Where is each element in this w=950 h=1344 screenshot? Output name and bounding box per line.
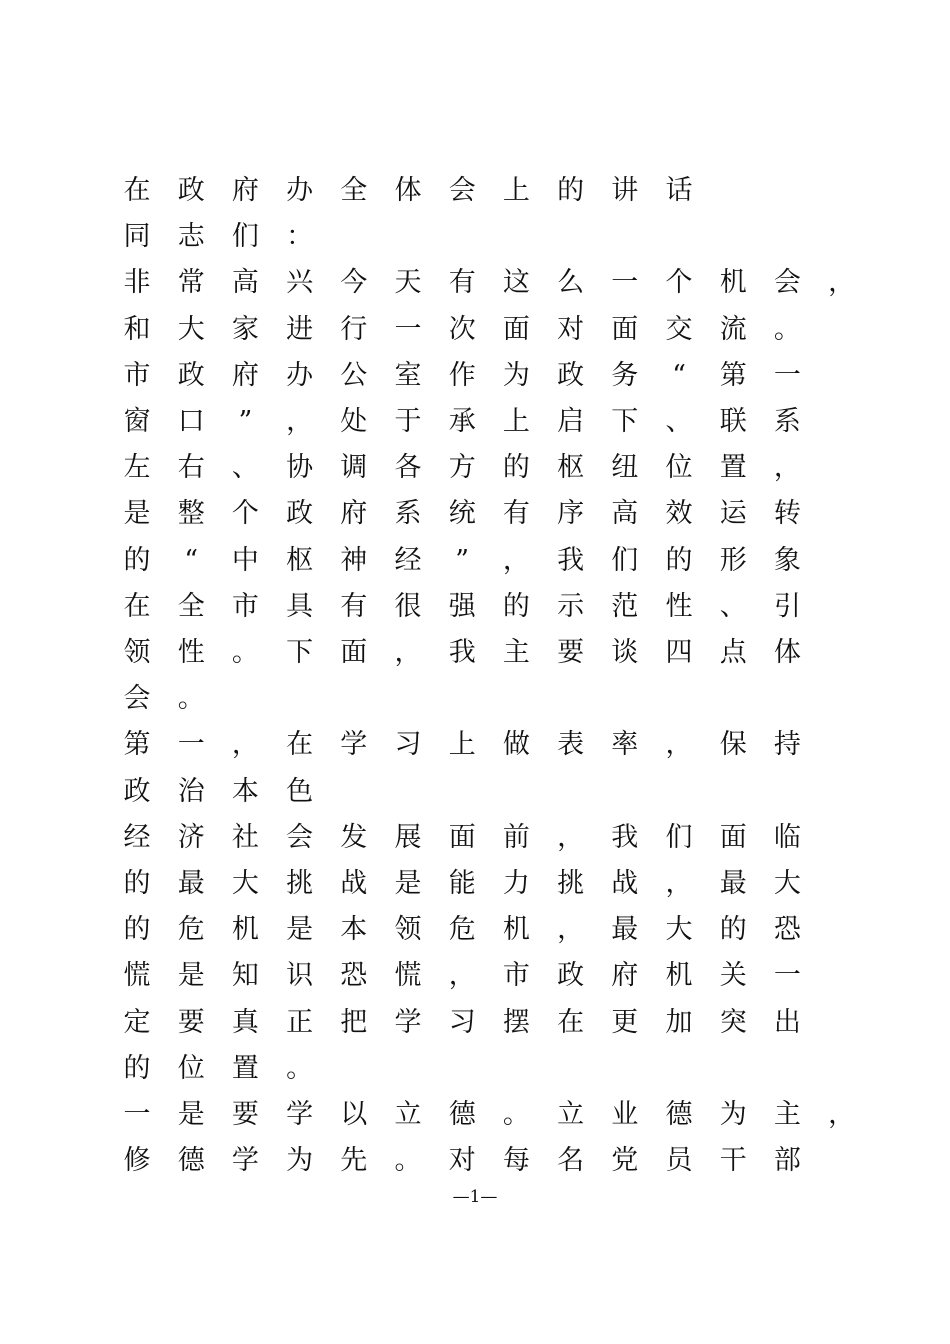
- text-glyph: 室: [394, 359, 422, 391]
- text-glyph: 、: [719, 590, 747, 622]
- text-glyph: 先: [340, 1145, 368, 1177]
- text-glyph: 政: [177, 175, 205, 206]
- text-glyph: 学: [286, 1099, 314, 1130]
- text-glyph: 启: [557, 406, 585, 437]
- text-glyph: 部: [773, 1145, 801, 1177]
- text-glyph: “: [184, 544, 199, 576]
- text-glyph: 要: [557, 637, 585, 668]
- text-glyph: 次: [448, 313, 476, 345]
- text-glyph: 有: [340, 590, 368, 622]
- text-glyph: 高: [611, 498, 639, 530]
- text-glyph: 机: [231, 914, 259, 946]
- text-glyph: 置: [231, 1052, 259, 1084]
- text-line: [0, 722, 950, 768]
- text-glyph: 每: [502, 1145, 530, 1177]
- text-glyph: 上: [502, 406, 530, 437]
- text-glyph: 我: [611, 821, 639, 853]
- text-glyph: 引: [773, 590, 801, 622]
- text-glyph: 非: [123, 267, 151, 299]
- text-glyph: 们: [611, 544, 639, 576]
- text-glyph: 务: [611, 359, 639, 391]
- text-glyph: 的: [123, 1052, 151, 1084]
- text-glyph: 是: [286, 914, 314, 946]
- text-glyph: ，: [557, 821, 585, 853]
- text-glyph: 能: [448, 868, 476, 899]
- text-glyph: 方: [448, 452, 476, 484]
- text-glyph: 德: [448, 1099, 476, 1130]
- text-glyph: 象: [773, 544, 801, 576]
- text-line: [0, 491, 950, 537]
- text-glyph: 习: [448, 1006, 476, 1038]
- text-glyph: 运: [719, 498, 747, 530]
- text-glyph: 位: [665, 452, 693, 484]
- text-glyph: 危: [177, 914, 205, 946]
- text-glyph: 出: [773, 1006, 801, 1038]
- text-glyph: 的: [719, 914, 747, 946]
- text-glyph: 摆: [502, 1006, 530, 1038]
- text-line: [0, 584, 950, 630]
- text-glyph: 力: [502, 868, 530, 899]
- text-glyph: 、: [231, 452, 259, 484]
- text-glyph: 机: [719, 267, 747, 299]
- text-glyph: 本: [340, 914, 368, 946]
- text-glyph: 市: [231, 590, 259, 622]
- text-line: [0, 214, 950, 260]
- text-glyph: ，: [231, 729, 259, 761]
- text-glyph: 主: [502, 637, 530, 668]
- text-glyph: 挑: [286, 868, 314, 899]
- text-glyph: 行: [340, 313, 368, 345]
- text-glyph: 关: [719, 960, 747, 992]
- text-glyph: 。: [231, 637, 259, 668]
- text-glyph: ，: [448, 960, 476, 992]
- text-glyph: 的: [502, 590, 530, 622]
- text-glyph: ，: [557, 914, 585, 946]
- text-glyph: 讲: [611, 175, 639, 206]
- text-glyph: 以: [340, 1099, 368, 1130]
- text-glyph: 上: [502, 175, 530, 206]
- text-glyph: 学: [340, 729, 368, 761]
- text-line: [0, 445, 950, 491]
- text-glyph: 第: [719, 359, 747, 391]
- text-glyph: 立: [394, 1099, 422, 1130]
- text-glyph: 恐: [773, 914, 801, 946]
- text-glyph: 挑: [557, 868, 585, 899]
- text-glyph: 正: [286, 1006, 314, 1038]
- text-glyph: 府: [340, 498, 368, 530]
- text-glyph: 们: [231, 221, 259, 253]
- text-glyph: 习: [394, 729, 422, 761]
- text-glyph: 对: [557, 313, 585, 345]
- text-glyph: 是: [177, 1099, 205, 1130]
- text-glyph: 市: [502, 960, 530, 992]
- text-glyph: 系: [773, 406, 801, 437]
- text-glyph: 序: [557, 498, 585, 530]
- text-glyph: 体: [773, 637, 801, 668]
- text-glyph: 枢: [286, 544, 314, 576]
- text-line: [0, 630, 950, 676]
- text-glyph: 恐: [340, 960, 368, 992]
- text-glyph: ，: [394, 637, 422, 668]
- text-glyph: 的: [123, 914, 151, 946]
- text-glyph: 面: [611, 313, 639, 345]
- text-glyph: 发: [340, 821, 368, 853]
- text-glyph: 很: [394, 590, 422, 622]
- text-glyph: 系: [394, 498, 422, 530]
- text-glyph: 在: [286, 729, 314, 761]
- text-glyph: 一: [773, 359, 801, 391]
- text-glyph: 会: [773, 267, 801, 299]
- text-glyph: 第: [123, 729, 151, 761]
- text-glyph: 话: [665, 175, 693, 206]
- text-glyph: ：: [286, 221, 314, 253]
- text-glyph: 表: [557, 729, 585, 761]
- page-number: —1—: [452, 1187, 498, 1207]
- text-glyph: 定: [123, 1006, 151, 1038]
- text-glyph: 战: [611, 868, 639, 899]
- text-glyph: 危: [448, 914, 476, 946]
- text-glyph: 展: [394, 821, 422, 853]
- text-glyph: 高: [231, 267, 259, 299]
- text-line: [0, 676, 950, 722]
- text-glyph: 联: [719, 406, 747, 437]
- text-glyph: ，: [828, 267, 856, 299]
- text-glyph: 府: [231, 175, 259, 206]
- text-glyph: 枢: [557, 452, 585, 484]
- text-glyph: 名: [557, 1145, 585, 1177]
- text-glyph: 在: [123, 590, 151, 622]
- text-glyph: 进: [286, 313, 314, 345]
- text-line: [0, 907, 950, 953]
- text-glyph: 上: [448, 729, 476, 761]
- text-glyph: 交: [665, 313, 693, 345]
- text-glyph: 最: [177, 868, 205, 899]
- text-line: [0, 260, 950, 306]
- text-glyph: 为: [719, 1099, 747, 1130]
- text-glyph: 对: [448, 1145, 476, 1177]
- text-glyph: 。: [177, 683, 205, 715]
- text-glyph: 位: [177, 1052, 205, 1084]
- text-glyph: 谈: [611, 637, 639, 668]
- text-glyph: 点: [719, 637, 747, 668]
- text-glyph: 处: [340, 406, 368, 437]
- text-glyph: 干: [719, 1145, 747, 1177]
- text-glyph: 于: [394, 406, 422, 437]
- text-glyph: 范: [611, 590, 639, 622]
- text-glyph: 德: [177, 1145, 205, 1177]
- text-glyph: 持: [773, 729, 801, 761]
- text-line: [0, 815, 950, 861]
- text-glyph: 、: [665, 406, 693, 437]
- text-glyph: 经: [394, 544, 422, 576]
- text-glyph: ”: [238, 406, 253, 437]
- text-line: [0, 861, 950, 907]
- text-glyph: 大: [177, 313, 205, 345]
- text-glyph: 学: [394, 1006, 422, 1038]
- text-line: [0, 1046, 950, 1092]
- text-line: [0, 953, 950, 999]
- text-glyph: 大: [665, 914, 693, 946]
- text-glyph: 的: [123, 544, 151, 576]
- text-glyph: 的: [502, 452, 530, 484]
- text-glyph: 这: [502, 267, 530, 299]
- text-glyph: 四: [665, 637, 693, 668]
- text-glyph: 纽: [611, 452, 639, 484]
- text-glyph: ，: [828, 1099, 856, 1130]
- text-glyph: 么: [557, 267, 585, 299]
- text-glyph: 率: [611, 729, 639, 761]
- text-glyph: 示: [557, 590, 585, 622]
- text-line: [0, 168, 950, 214]
- text-glyph: ，: [665, 729, 693, 761]
- text-glyph: 左: [123, 452, 151, 484]
- text-glyph: 窗: [123, 406, 151, 437]
- text-glyph: 一: [611, 267, 639, 299]
- text-line: [0, 307, 950, 353]
- text-glyph: 济: [177, 821, 205, 853]
- text-glyph: 个: [665, 267, 693, 299]
- text-glyph: 个: [231, 498, 259, 530]
- text-glyph: 是: [123, 498, 151, 530]
- text-line: [0, 399, 950, 445]
- text-glyph: 口: [177, 406, 205, 437]
- text-glyph: 要: [177, 1006, 205, 1038]
- text-glyph: 全: [177, 590, 205, 622]
- text-glyph: ”: [455, 544, 470, 576]
- text-glyph: 大: [231, 868, 259, 899]
- text-glyph: 效: [665, 498, 693, 530]
- text-glyph: ，: [665, 868, 693, 899]
- text-line: [0, 1092, 950, 1138]
- text-glyph: 政: [123, 775, 151, 807]
- text-glyph: 办: [286, 359, 314, 391]
- text-glyph: 会: [286, 821, 314, 853]
- text-glyph: 做: [502, 729, 530, 761]
- text-glyph: 承: [448, 406, 476, 437]
- text-glyph: 政: [286, 498, 314, 530]
- text-glyph: 突: [719, 1006, 747, 1038]
- text-glyph: 的: [123, 868, 151, 899]
- text-glyph: 学: [231, 1145, 259, 1177]
- text-glyph: 形: [719, 544, 747, 576]
- text-glyph: 本: [231, 775, 259, 807]
- text-glyph: 协: [286, 452, 314, 484]
- text-glyph: 右: [177, 452, 205, 484]
- text-glyph: 最: [611, 914, 639, 946]
- text-glyph: 战: [340, 868, 368, 899]
- text-glyph: 面: [719, 821, 747, 853]
- text-glyph: 一: [177, 729, 205, 761]
- text-glyph: 机: [502, 914, 530, 946]
- text-glyph: 党: [611, 1145, 639, 1177]
- text-glyph: 领: [123, 637, 151, 668]
- text-glyph: 们: [665, 821, 693, 853]
- text-glyph: 把: [340, 1006, 368, 1038]
- text-glyph: 是: [177, 960, 205, 992]
- text-glyph: 的: [557, 175, 585, 206]
- text-glyph: 主: [773, 1099, 801, 1130]
- text-glyph: 在: [557, 1006, 585, 1038]
- text-glyph: 全: [340, 175, 368, 206]
- text-glyph: 员: [665, 1145, 693, 1177]
- text-glyph: 市: [123, 359, 151, 391]
- text-glyph: 更: [611, 1006, 639, 1038]
- text-glyph: 体: [394, 175, 422, 206]
- text-glyph: 和: [123, 313, 151, 345]
- text-glyph: 色: [286, 775, 314, 807]
- text-glyph: 慌: [394, 960, 422, 992]
- text-glyph: 大: [773, 868, 801, 899]
- text-glyph: 领: [394, 914, 422, 946]
- text-glyph: 一: [394, 313, 422, 345]
- text-glyph: “: [672, 359, 686, 391]
- text-glyph: ，: [502, 544, 530, 576]
- text-glyph: 天: [394, 267, 422, 299]
- text-glyph: 会: [123, 683, 151, 715]
- text-glyph: 统: [448, 498, 476, 530]
- text-glyph: 有: [448, 267, 476, 299]
- text-line: [0, 769, 950, 815]
- text-glyph: 加: [665, 1006, 693, 1038]
- text-glyph: 政: [557, 359, 585, 391]
- text-glyph: 调: [340, 452, 368, 484]
- text-glyph: 业: [611, 1099, 639, 1130]
- text-glyph: 会: [448, 175, 476, 206]
- text-glyph: 修: [123, 1145, 151, 1177]
- text-glyph: 。: [394, 1145, 422, 1177]
- text-glyph: 社: [231, 821, 259, 853]
- text-glyph: ，: [773, 452, 801, 484]
- text-glyph: 最: [719, 868, 747, 899]
- text-line: [0, 353, 950, 399]
- text-glyph: 办: [286, 175, 314, 206]
- text-glyph: 临: [773, 821, 801, 853]
- text-glyph: 转: [773, 498, 801, 530]
- text-glyph: 我: [557, 544, 585, 576]
- text-glyph: 下: [611, 406, 639, 437]
- text-glyph: 是: [394, 868, 422, 899]
- text-glyph: 真: [231, 1006, 259, 1038]
- text-glyph: 整: [177, 498, 205, 530]
- text-glyph: 识: [286, 960, 314, 992]
- text-glyph: 机: [665, 960, 693, 992]
- text-glyph: 常: [177, 267, 205, 299]
- text-glyph: 中: [231, 544, 259, 576]
- text-glyph: 面: [448, 821, 476, 853]
- text-glyph: 有: [502, 498, 530, 530]
- text-glyph: 保: [719, 729, 747, 761]
- text-glyph: 具: [286, 590, 314, 622]
- text-glyph: 各: [394, 452, 422, 484]
- text-glyph: 性: [177, 637, 205, 668]
- text-glyph: 的: [665, 544, 693, 576]
- text-glyph: 兴: [286, 267, 314, 299]
- text-glyph: 我: [448, 637, 476, 668]
- text-glyph: 德: [665, 1099, 693, 1130]
- text-glyph: 治: [177, 775, 205, 807]
- text-glyph: 府: [611, 960, 639, 992]
- text-glyph: 置: [719, 452, 747, 484]
- text-glyph: 下: [286, 637, 314, 668]
- text-glyph: 一: [123, 1099, 151, 1130]
- text-glyph: 家: [231, 313, 259, 345]
- text-glyph: 政: [177, 359, 205, 391]
- text-glyph: 慌: [123, 960, 151, 992]
- text-glyph: 。: [286, 1052, 314, 1084]
- text-glyph: 知: [231, 960, 259, 992]
- text-glyph: 今: [340, 267, 368, 299]
- text-line: [0, 538, 950, 584]
- text-glyph: 作: [448, 359, 476, 391]
- text-glyph: 在: [123, 175, 151, 206]
- text-glyph: 面: [340, 637, 368, 668]
- text-glyph: 。: [502, 1099, 530, 1130]
- text-glyph: 立: [557, 1099, 585, 1130]
- text-glyph: 一: [773, 960, 801, 992]
- text-line: [0, 1000, 950, 1046]
- text-glyph: 性: [665, 590, 693, 622]
- text-glyph: ，: [286, 406, 314, 437]
- text-glyph: 要: [231, 1099, 259, 1130]
- text-glyph: 政: [557, 960, 585, 992]
- text-glyph: 为: [502, 359, 530, 391]
- text-glyph: 同: [123, 221, 151, 253]
- text-glyph: 流: [719, 313, 747, 345]
- text-glyph: 神: [340, 544, 368, 576]
- text-glyph: 面: [502, 313, 530, 345]
- text-glyph: 。: [773, 313, 801, 345]
- text-glyph: 经: [123, 821, 151, 853]
- text-glyph: 前: [502, 821, 530, 853]
- text-glyph: 志: [177, 221, 205, 253]
- text-glyph: 为: [286, 1145, 314, 1177]
- text-glyph: 府: [231, 359, 259, 391]
- text-line: [0, 1138, 950, 1184]
- text-glyph: 强: [448, 590, 476, 622]
- text-glyph: 公: [340, 359, 368, 391]
